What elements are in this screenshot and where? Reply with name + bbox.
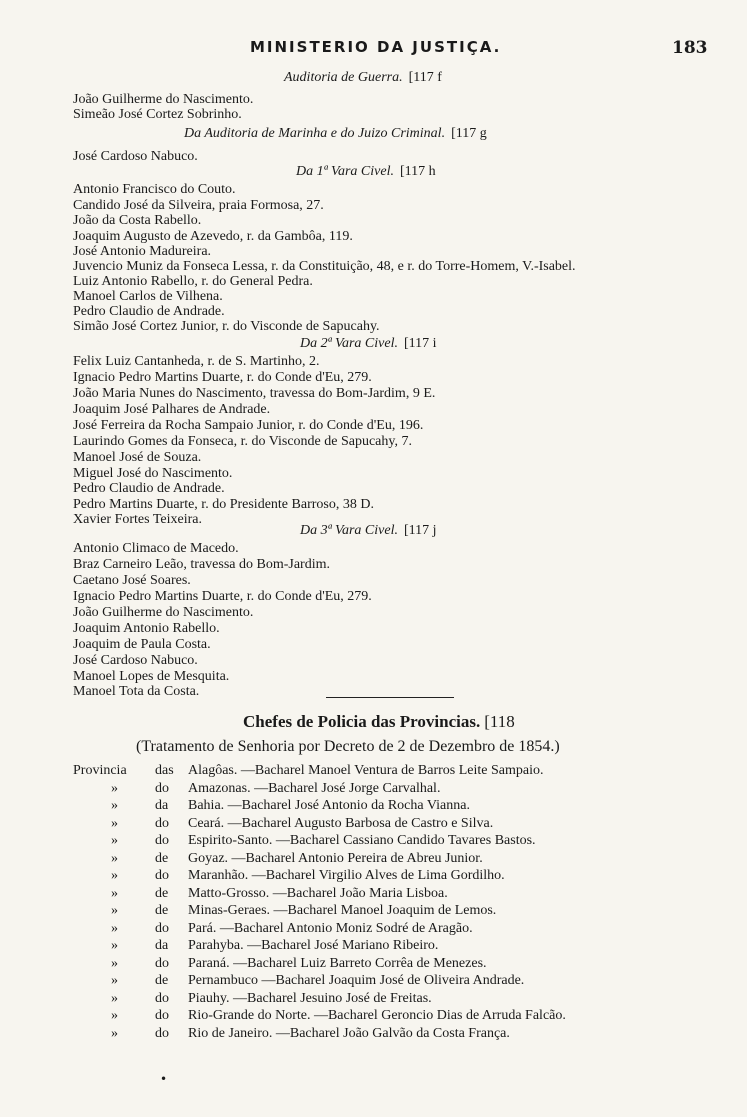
section-heading-text: Da 2ª Vara Civel. xyxy=(300,336,398,351)
province-row xyxy=(73,851,483,867)
ditto-mark: » xyxy=(111,885,118,901)
ditto-mark: » xyxy=(111,938,118,953)
province-preposition: de xyxy=(155,903,169,918)
name-entry: João Guilherme do Nascimento. xyxy=(73,92,254,107)
province-row xyxy=(73,781,440,797)
province-chief: Rio de Janeiro. —Bacharel João Galvão da Costa França. xyxy=(188,1025,510,1041)
province-preposition: do xyxy=(155,780,169,796)
ditto-mark: » xyxy=(111,973,118,988)
name-entry: Manoel Tota da Costa. xyxy=(73,684,200,699)
province-chief: Rio-Grande do Norte. —Bacharel Geroncio Dias de Arruda Falcão. xyxy=(188,1008,566,1023)
section-ref: [117 j xyxy=(403,523,437,538)
province-row xyxy=(73,956,487,972)
province-row xyxy=(73,1026,510,1042)
province-preposition: do xyxy=(155,1008,169,1023)
section-ref: [117 h xyxy=(399,164,436,179)
section-heading-text: Da Auditoria de Marinha e do Juizo Criminal. xyxy=(184,126,446,141)
name-entry: Braz Carneiro Leão, travessa do Bom-Jardim. xyxy=(73,557,330,572)
name-entry: Joaquim Antonio Rabello. xyxy=(73,621,220,636)
section-heading xyxy=(184,126,487,142)
name-entry: Laurindo Gomes da Fonseca, r. do Visconde de Sapucahy, 7. xyxy=(73,434,412,449)
name-entry: Pedro Martins Duarte, r. do Presidente Barroso, 38 D. xyxy=(73,497,374,512)
name-entry: José Cardoso Nabuco. xyxy=(73,653,198,668)
name-entry: Antonio Francisco do Couto. xyxy=(73,182,236,197)
ditto-mark: » xyxy=(111,990,118,1006)
province-chief: Alagôas. —Bacharel Manoel Ventura de Barros Leite Sampaio. xyxy=(188,763,544,778)
province-preposition: da xyxy=(155,798,169,813)
province-chief: Bahia. —Bacharel José Antonio da Rocha Vianna. xyxy=(188,798,470,813)
province-row xyxy=(73,886,448,902)
province-preposition: do xyxy=(155,1025,169,1041)
name-entry: Ignacio Pedro Martins Duarte, r. do Conde d'Eu, 279. xyxy=(73,589,372,604)
name-entry: Joaquim de Paula Costa. xyxy=(73,637,211,652)
province-preposition: do xyxy=(155,955,169,971)
page-number: 183 xyxy=(672,38,708,58)
province-preposition: de xyxy=(155,885,169,901)
province-chief: Parahyba. —Bacharel José Mariano Ribeiro. xyxy=(188,938,439,953)
province-chief: Maranhão. —Bacharel Virgilio Alves de Lima Gordilho. xyxy=(188,868,505,883)
province-chief: Pernambuco —Bacharel Joaquim José de Oliveira Andrade. xyxy=(188,973,525,988)
province-chief: Paraná. —Bacharel Luiz Barreto Corrêa de Menezes. xyxy=(188,955,487,971)
province-row xyxy=(73,973,524,989)
ditto-mark: » xyxy=(111,850,118,866)
province-chief: Ceará. —Bacharel Augusto Barbosa de Castro e Silva. xyxy=(188,815,494,831)
chefes-title: Chefes de Policia das Provincias. xyxy=(243,712,481,731)
name-entry: Joaquim José Palhares de Andrade. xyxy=(73,402,271,417)
province-row xyxy=(73,1008,566,1024)
footer-mark: • xyxy=(160,1072,168,1086)
name-entry: Luiz Antonio Rabello, r. do General Pedra. xyxy=(73,274,313,289)
province-row xyxy=(73,903,496,919)
tratamento-note: (Tratamento de Senhoria por Decreto de 2 de Dezembro de 1854.) xyxy=(136,738,560,755)
ditto-mark: » xyxy=(111,920,118,936)
name-entry: José Cardoso Nabuco. xyxy=(73,149,198,164)
ditto-mark: » xyxy=(111,780,118,796)
name-entry: Pedro Claudio de Andrade. xyxy=(73,481,225,496)
ditto-mark: » xyxy=(111,798,118,813)
name-entry: Caetano José Soares. xyxy=(73,573,191,588)
province-chief: Amazonas. —Bacharel José Jorge Carvalhal. xyxy=(188,780,441,796)
ditto-mark: » xyxy=(111,868,118,883)
section-divider xyxy=(326,697,454,698)
ditto-mark: » xyxy=(111,955,118,971)
section-heading xyxy=(296,164,436,180)
province-preposition: da xyxy=(155,938,169,953)
name-entry: João da Costa Rabello. xyxy=(73,213,202,228)
name-entry: Manoel Carlos de Vilhena. xyxy=(73,289,223,304)
section-heading-text: Da 3ª Vara Civel. xyxy=(300,523,398,538)
name-entry: José Ferreira da Rocha Sampaio Junior, r. do Conde d'Eu, 196. xyxy=(73,418,424,433)
name-entry: Antonio Climaco de Macedo. xyxy=(73,541,239,556)
name-entry: Joaquim Augusto de Azevedo, r. da Gambôa, 119. xyxy=(73,229,353,244)
section-heading xyxy=(300,523,437,539)
chefes-ref: [118 xyxy=(484,712,515,731)
province-row xyxy=(73,763,543,779)
name-entry: Ignacio Pedro Martins Duarte, r. do Conde d'Eu, 279. xyxy=(73,370,372,385)
province-preposition: do xyxy=(155,833,169,848)
province-row xyxy=(73,868,505,884)
province-preposition: de xyxy=(155,973,169,988)
ditto-mark: » xyxy=(111,1025,118,1041)
province-chief: Matto-Grosso. —Bacharel João Maria Lisboa. xyxy=(188,885,448,901)
name-entry: João Maria Nunes do Nascimento, travessa do Bom-Jardim, 9 E. xyxy=(73,386,436,401)
province-row xyxy=(73,938,438,954)
chefes-heading xyxy=(243,712,515,732)
province-preposition: do xyxy=(155,990,169,1006)
province-row xyxy=(73,991,432,1007)
ditto-mark: » xyxy=(111,815,118,831)
province-chief: Goyaz. —Bacharel Antonio Pereira de Abreu Junior. xyxy=(188,850,483,866)
name-entry: José Antonio Madureira. xyxy=(73,244,212,259)
name-entry: Juvencio Muniz da Fonseca Lessa, r. da Constituição, 48, e r. do Torre-Homem, V.-Isabel. xyxy=(73,259,576,274)
ditto-mark: » xyxy=(111,833,118,848)
section-heading-text: Da 1ª Vara Civel. xyxy=(296,164,394,179)
name-entry: Candido José da Silveira, praia Formosa, 27. xyxy=(73,198,324,213)
province-preposition: de xyxy=(155,850,169,866)
name-entry: Xavier Fortes Teixeira. xyxy=(73,512,202,527)
name-entry: Manoel José de Souza. xyxy=(73,450,202,465)
section-heading xyxy=(300,336,437,352)
name-entry: Simeão José Cortez Sobrinho. xyxy=(73,107,242,122)
province-chief: Pará. —Bacharel Antonio Moniz Sodré de Aragão. xyxy=(188,920,473,936)
province-lead-word: Provincia xyxy=(73,763,127,778)
province-chief: Piauhy. —Bacharel Jesuino José de Freitas. xyxy=(188,990,432,1006)
province-row xyxy=(73,833,536,849)
province-row xyxy=(73,798,470,814)
province-row xyxy=(73,921,473,937)
province-preposition: do xyxy=(155,815,169,831)
name-entry: Miguel José do Nascimento. xyxy=(73,466,233,481)
section-ref: [117 f xyxy=(408,70,442,85)
province-chief: Minas-Geraes. —Bacharel Manoel Joaquim de Lemos. xyxy=(188,903,497,918)
name-entry: Pedro Claudio de Andrade. xyxy=(73,304,225,319)
ditto-mark: » xyxy=(111,903,118,918)
ditto-mark: » xyxy=(111,1008,118,1023)
section-heading xyxy=(284,70,442,86)
page-header-title: MINISTERIO DA JUSTIÇA. xyxy=(250,38,502,56)
province-row xyxy=(73,816,493,832)
province-preposition: do xyxy=(155,868,169,883)
section-heading-text: Auditoria de Guerra. xyxy=(284,70,403,85)
province-chief: Espirito-Santo. —Bacharel Cassiano Candido Tavares Bastos. xyxy=(188,833,536,848)
name-entry: Manoel Lopes de Mesquita. xyxy=(73,669,230,684)
province-preposition: do xyxy=(155,920,169,936)
section-ref: [117 g xyxy=(451,126,487,141)
section-ref: [117 i xyxy=(403,336,437,351)
name-entry: João Guilherme do Nascimento. xyxy=(73,605,254,620)
province-preposition: das xyxy=(155,763,174,778)
name-entry: Simão José Cortez Junior, r. do Visconde de Sapucahy. xyxy=(73,319,380,334)
name-entry: Felix Luiz Cantanheda, r. de S. Martinho, 2. xyxy=(73,354,320,369)
